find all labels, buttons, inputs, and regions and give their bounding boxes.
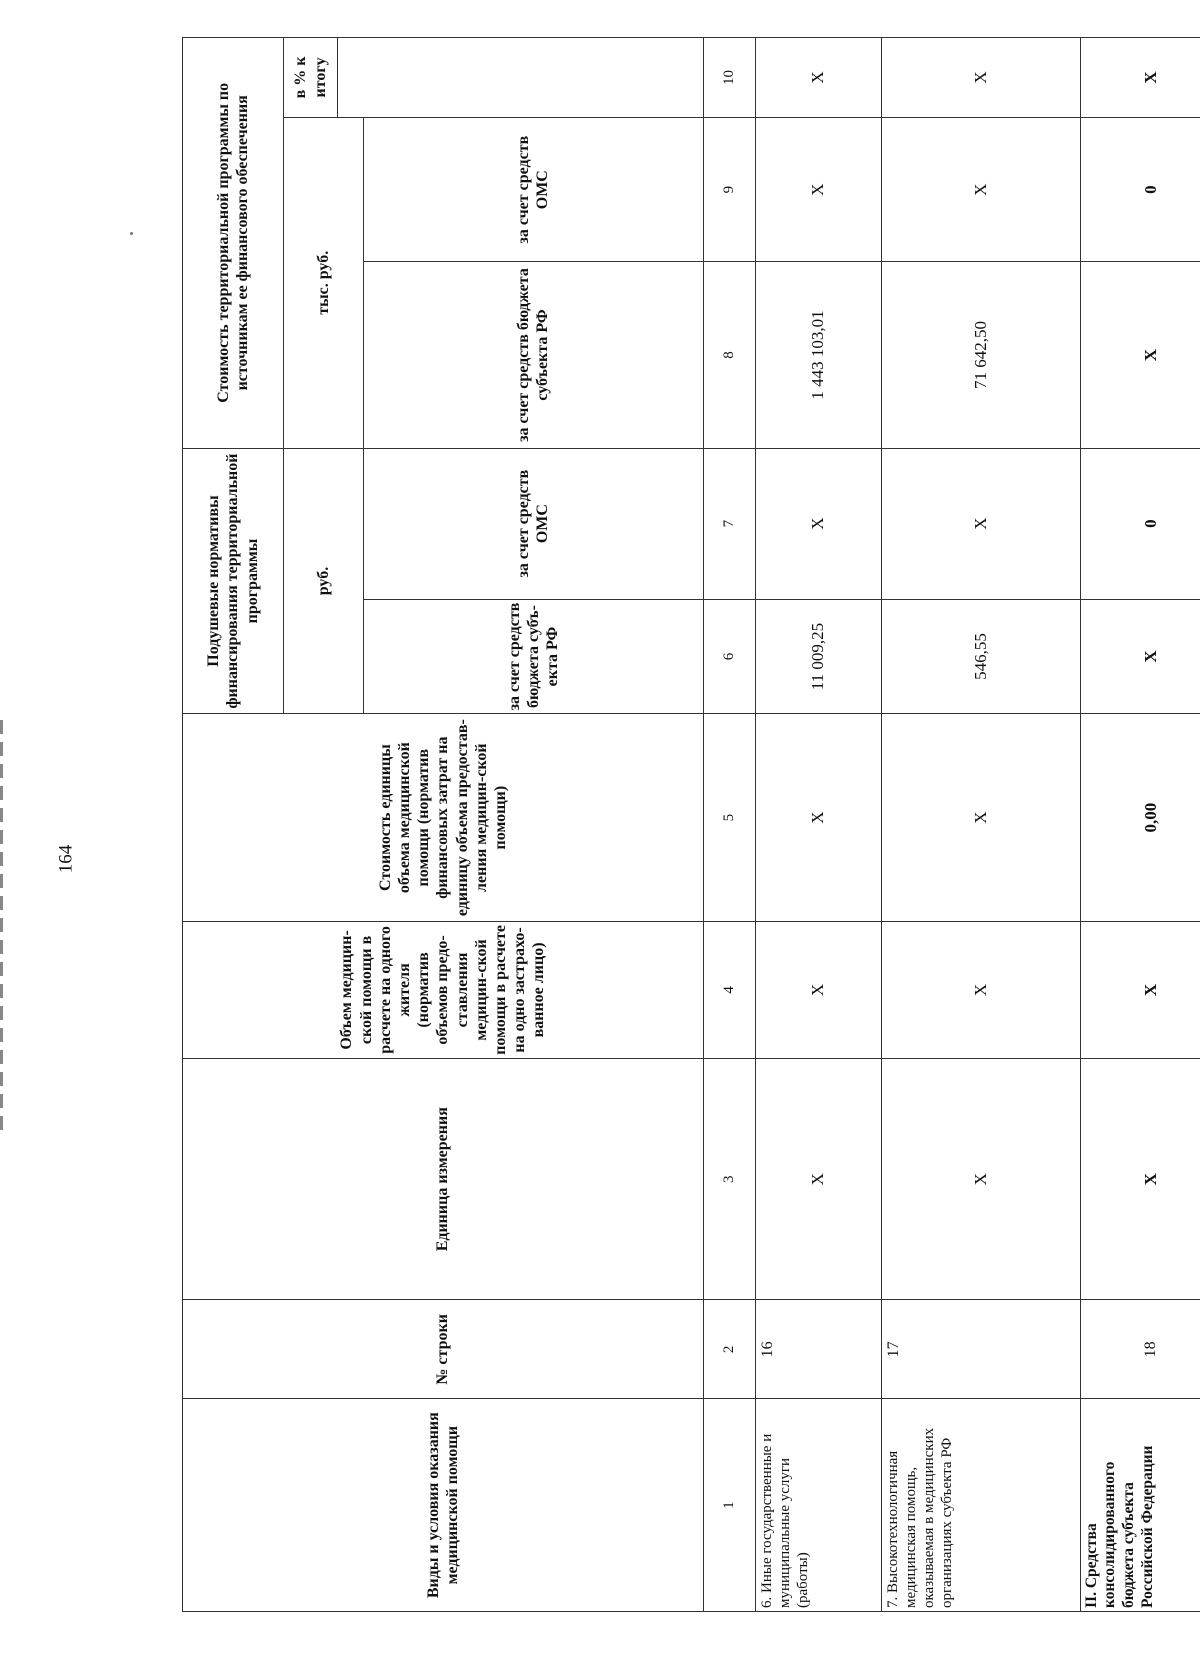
header-line-number: № строки xyxy=(183,1300,704,1399)
header-unit-thousand-rub: тыс. руб. xyxy=(283,117,363,448)
cell-unit: Х xyxy=(755,1059,881,1300)
cell-percent: Х xyxy=(881,38,1080,118)
row-line-number: 16 xyxy=(755,1300,881,1399)
cell-unit: Х xyxy=(1080,1059,1200,1300)
table-row xyxy=(755,38,881,1612)
column-number: 8 xyxy=(703,262,755,448)
column-number: 1 xyxy=(703,1399,755,1612)
column-number-row xyxy=(703,38,755,1612)
rotated-table-wrapper xyxy=(182,37,1200,1612)
header-kinds: Виды и условия оказания медицинской помощи xyxy=(183,1399,704,1612)
cell-volume: Х xyxy=(881,921,1080,1058)
column-number: 9 xyxy=(703,117,755,262)
row-label: II. Средства консолидированного бюджета субъекта Российской Федерации xyxy=(1080,1399,1200,1612)
cell-oms-rub: Х xyxy=(881,448,1080,599)
scan-dot xyxy=(130,232,133,235)
page-number: 164 xyxy=(55,844,77,874)
cell-oms-rub: Х xyxy=(755,448,881,599)
header-percent-blank xyxy=(338,38,703,118)
cell-budget-rub: 546,55 xyxy=(881,599,1080,714)
header-budget-rub: за счет средств бюджета субъ-екта РФ xyxy=(363,599,703,714)
column-number: 6 xyxy=(703,599,755,714)
cell-budget-thousand: 71 642,50 xyxy=(881,262,1080,448)
header-unit-cost: Стоимость единицы объема медицинской помощи (норматив финансовых затрат на единицу объема предостав-ления медицин-ской помощи) xyxy=(183,714,704,921)
cell-budget-rub: 11 009,25 xyxy=(755,599,881,714)
cell-unit: Х xyxy=(881,1059,1080,1300)
cell-oms-rub: 0 xyxy=(1080,448,1200,599)
table-row xyxy=(881,38,1080,1612)
cell-percent: Х xyxy=(1080,38,1200,118)
header-unit: Единица измерения xyxy=(183,1059,704,1300)
column-number: 2 xyxy=(703,1300,755,1399)
cell-unit-cost: Х xyxy=(881,714,1080,921)
cell-budget-rub: Х xyxy=(1080,599,1200,714)
cell-percent: Х xyxy=(755,38,881,118)
cell-oms-thousand: 0 xyxy=(1080,117,1200,262)
column-number: 10 xyxy=(703,38,755,118)
header-oms-rub: за счет средств ОМС xyxy=(363,448,703,599)
header-per-capita-norms: Подушевые нормативы финансирования территориальной программы xyxy=(183,448,284,714)
financing-table xyxy=(182,37,1200,1612)
row-line-number: 17 xyxy=(881,1300,1080,1399)
cell-budget-thousand: Х xyxy=(1080,262,1200,448)
cell-unit-cost: 0,00 xyxy=(1080,714,1200,921)
cell-oms-thousand: Х xyxy=(881,117,1080,262)
header-percent: в % к итогу xyxy=(283,38,338,118)
header-unit-rub: руб. xyxy=(283,448,363,714)
header-program-cost: Стоимость территориальной программы по источникам ее финансового обеспечения xyxy=(183,38,284,449)
row-label: 6. Иные государственные и муниципальные услуги (работы) xyxy=(755,1399,881,1612)
scan-edge-marks xyxy=(0,720,3,1130)
column-number: 4 xyxy=(703,921,755,1058)
header-budget-thousand: за счет средств бюджета субъекта РФ xyxy=(363,262,703,448)
header-volume: Объем медицин-ской помощи в расчете на одного жителя (норматив объемов предо-ставления медицин-ской помощи в расчете на одно застрахо-ванное лицо) xyxy=(183,921,704,1058)
table-row xyxy=(1080,38,1200,1612)
column-number: 3 xyxy=(703,1059,755,1300)
cell-volume: Х xyxy=(1080,921,1200,1058)
row-label: 7. Высокотехнологичная медицинская помощь, оказываемая в медицинских организациях субъекта РФ xyxy=(881,1399,1080,1612)
column-number: 7 xyxy=(703,448,755,599)
cell-unit-cost: Х xyxy=(755,714,881,921)
cell-volume: Х xyxy=(755,921,881,1058)
cell-budget-thousand: 1 443 103,01 xyxy=(755,262,881,448)
cell-oms-thousand: Х xyxy=(755,117,881,262)
row-line-number: 18 xyxy=(1080,1300,1200,1399)
column-number: 5 xyxy=(703,714,755,921)
header-oms-thousand: за счет средств ОМС xyxy=(363,117,703,262)
